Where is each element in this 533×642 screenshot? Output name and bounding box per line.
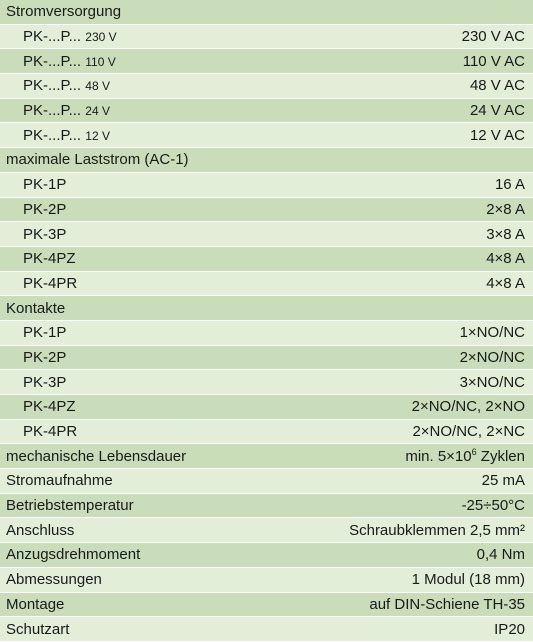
row-value: 16 A	[494, 176, 525, 194]
spec-row	[0, 543, 533, 568]
row-label: PK-4PZ	[23, 250, 76, 268]
table-row	[0, 272, 533, 297]
table-row	[0, 49, 533, 74]
row-value: 3×NO/NC	[459, 373, 525, 391]
row-value: Schraubklemmen 2,5 mm²	[349, 521, 525, 539]
row-label: Stromaufnahme	[6, 472, 113, 490]
row-value: 24 V AC	[469, 102, 525, 120]
row-value: 2×NO/NC, 2×NC	[412, 423, 525, 441]
row-label: PK-3P	[23, 225, 67, 243]
row-value: 2×NO/NC, 2×NO	[411, 398, 525, 416]
table-row	[0, 173, 533, 198]
spec-row	[0, 617, 533, 642]
row-label: PK-...P... 24 V	[23, 102, 110, 120]
section-header-current	[0, 148, 533, 173]
row-value: 4×8 A	[486, 250, 525, 268]
table-row	[0, 370, 533, 395]
section-header-contacts	[0, 296, 533, 321]
row-label: PK-2P	[23, 348, 67, 366]
row-value: 1×NO/NC	[459, 324, 525, 342]
row-value: 110 V AC	[462, 52, 525, 70]
table-row	[0, 222, 533, 247]
row-value: 230 V AC	[461, 28, 525, 46]
row-value: 2×8 A	[486, 200, 525, 218]
row-value: min. $5\times 10^6$ Zyklen	[405, 446, 525, 465]
spec-row-life	[0, 444, 533, 469]
section-label: Kontakte	[6, 299, 66, 317]
table-row	[0, 395, 533, 420]
row-value: 48 V AC	[469, 77, 525, 95]
row-label: PK-...P... 110 V	[23, 52, 116, 70]
spec-row	[0, 568, 533, 593]
table-row	[0, 321, 533, 346]
row-label: Anschluss	[6, 521, 75, 539]
row-label: PK-3P	[23, 373, 67, 391]
spec-row	[0, 469, 533, 494]
row-value: 1 Modul (18 mm)	[411, 571, 525, 589]
row-value: 4×8 A	[486, 274, 525, 292]
section-label: Stromversorgung	[6, 3, 122, 21]
spec-row	[0, 494, 533, 519]
table-row	[0, 346, 533, 371]
row-value: 3×8 A	[486, 225, 525, 243]
table-row	[0, 123, 533, 148]
row-value: 2×NO/NC	[459, 348, 525, 366]
table-row	[0, 25, 533, 50]
row-label: PK-...P... 230 V	[23, 28, 117, 46]
table-row	[0, 198, 533, 223]
row-label: Betriebstemperatur	[6, 497, 134, 515]
table-row	[0, 420, 533, 445]
row-value: 12 V AC	[469, 126, 525, 144]
row-label: PK-1P	[23, 176, 67, 194]
row-label: PK-2P	[23, 200, 67, 218]
row-label: PK-4PR	[23, 274, 78, 292]
row-value: auf DIN-Schiene TH-35	[369, 595, 525, 613]
row-label: PK-...P... 12 V	[23, 126, 110, 144]
table-row	[0, 74, 533, 99]
row-label: PK-4PR	[23, 423, 78, 441]
table-row	[0, 99, 533, 124]
section-label: maximale Laststrom (AC-1)	[6, 151, 189, 169]
row-label: Montage	[6, 595, 65, 613]
table-row	[0, 247, 533, 272]
row-label: PK-4PZ	[23, 398, 76, 416]
spec-row	[0, 593, 533, 618]
row-label: PK-1P	[23, 324, 67, 342]
row-label: mechanische Lebensdauer	[6, 447, 187, 465]
row-value: 25 mA	[481, 472, 525, 490]
row-value: 0,4 Nm	[476, 546, 525, 564]
spec-row	[0, 518, 533, 543]
row-label: PK-...P... 48 V	[23, 77, 110, 95]
row-value: -25÷50°C	[461, 497, 525, 515]
section-header-power	[0, 0, 533, 25]
row-label: Anzugsdrehmoment	[6, 546, 141, 564]
row-value: IP20	[494, 620, 525, 638]
row-label: Abmessungen	[6, 571, 102, 589]
row-label: Schutzart	[6, 620, 70, 638]
